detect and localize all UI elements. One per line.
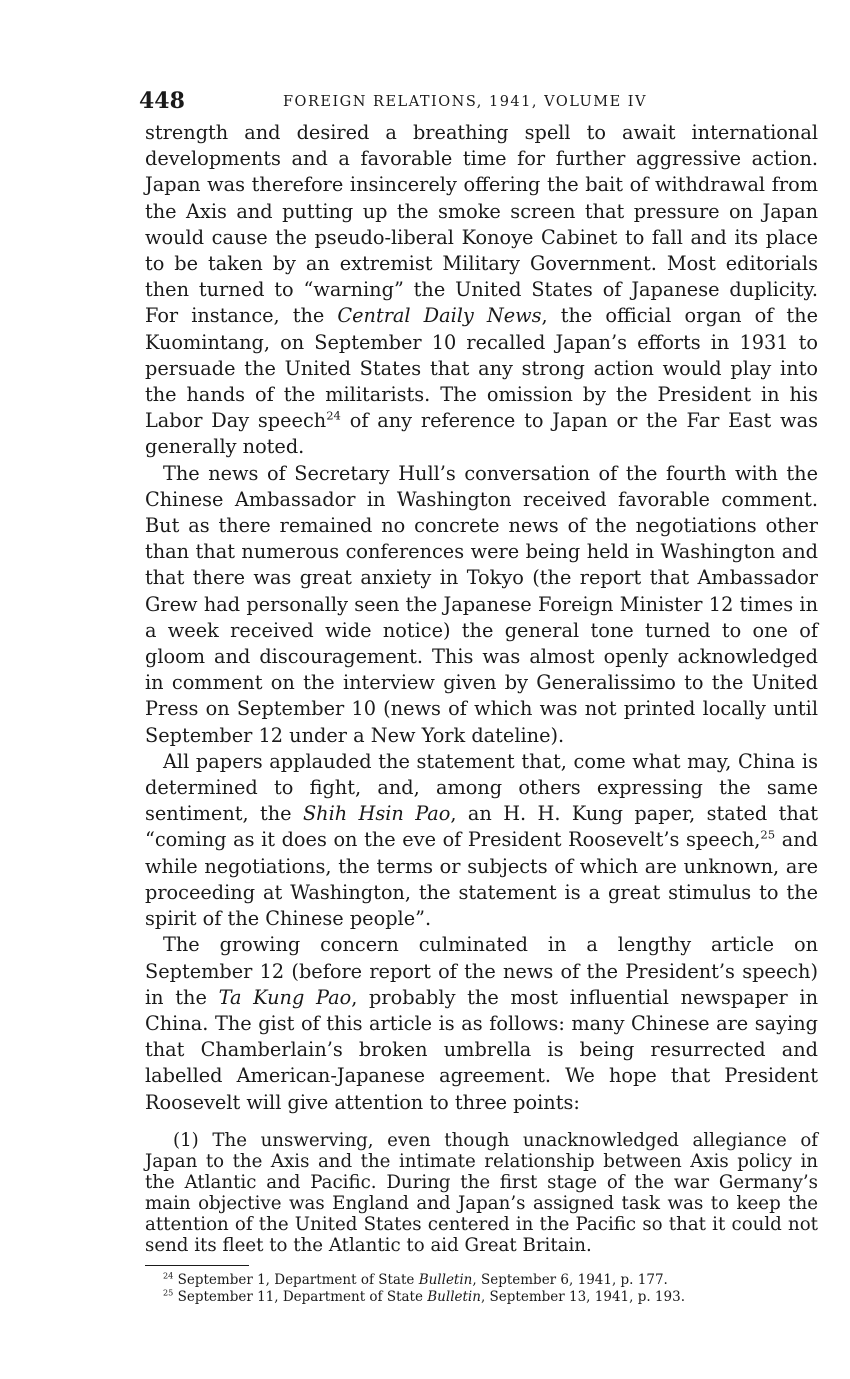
running-head: FOREIGN RELATIONS, 1941, VOLUME IV xyxy=(283,94,647,110)
document-page xyxy=(139,88,818,1306)
footnote-ref-24[interactable]: 24 xyxy=(326,408,341,423)
footnote-divider xyxy=(145,1265,249,1266)
paragraph-4: The growing concern culminated in a lengthy article on September 12 (before report of the news of the President’s speech) in the Ta Kung Pao, probably the most influential newspaper in China. The gist of this article is as follows: many Chinese are saying that Chamberlain’s broken umbrella is being resurrected and labelled American-Japanese agreement. We hope that President Roosevelt will give attention to three points: xyxy=(145,933,818,1114)
footnote-25: $^{25}$ September 11, Department of State Bulletin, September 13, 1941, p. 193. xyxy=(163,1287,685,1305)
footnote-24: $^{24}$ September 1, Department of State Bulletin, September 6, 1941, p. 177. xyxy=(163,1270,668,1288)
paragraph-3: All papers applauded the statement that, come what may, China is determined to fight, and, among others expressing the same sentiment, the Shih Hsin Pao, an H. H. Kung paper, stated that “coming as it does on the eve of President Roosevelt’s speech,$^{25}$ and while negotiations, the terms or subjects of which are unknown, are proceeding at Washington, the statement is a great stimulus to the spirit of the Chinese people”. xyxy=(145,749,818,931)
paragraph-1: strength and desired a breathing spell to await international developments and a favorable time for further aggressive action. Japan was therefore insincerely offering the bait of withdrawal from the Axis and putting up the smoke screen that pressure on Japan would cause the pseudo-liberal Konoye Cabinet to fall and its place to be taken by an extremist Military Government. Most editorials then turned to “warning” the United States of Japanese duplicity. For instance, the Central Daily News, the official organ of the Kuomintang, on September 10 recalled Japan’s efforts in 1931 to persuade the United States that any strong action would play into the hands of the militarists. The omission by the President in his Labor Day speech$^{24}$ of any reference to Japan or the Far East was generally noted. xyxy=(145,121,818,459)
newspaper-title: Ta Kung Pao xyxy=(218,985,352,1009)
newspaper-title: Central Daily News xyxy=(337,304,542,328)
block-quote: (1) The unswerving, even though unacknowledged allegiance of Japan to the Axis and the intimate relationship between Axis policy in the Atlantic and Pacific. During the first stage of the war Germany’s main objective was England and Japan’s assigned task was to keep the attention of the United States centered in the Pacific so that it could not send its fleet to the Atlantic to aid Great Britain. xyxy=(145,1129,818,1256)
page-header xyxy=(139,88,818,120)
paragraph-2: The news of Secretary Hull’s conversation of the fourth with the Chinese Ambassador in Washington received favorable comment. But as there remained no concrete news of the negotiations other than that numerous conferences were being held in Washington and that there was great anxiety in Tokyo (the report that Ambassador Grew had personally seen the Japanese Foreign Minister 12 times in a week received wide notice) the general tone turned to one of gloom and discouragement. This was almost openly acknowledged in comment on the interview given by Generalissimo to the United Press on September 10 (news of which was not printed locally until September 12 under a New York dateline). xyxy=(145,461,818,747)
footnote-ref-25[interactable]: 25 xyxy=(760,828,776,843)
newspaper-title: Shih Hsin Pao xyxy=(302,802,451,826)
page-number: 448 xyxy=(139,88,185,114)
